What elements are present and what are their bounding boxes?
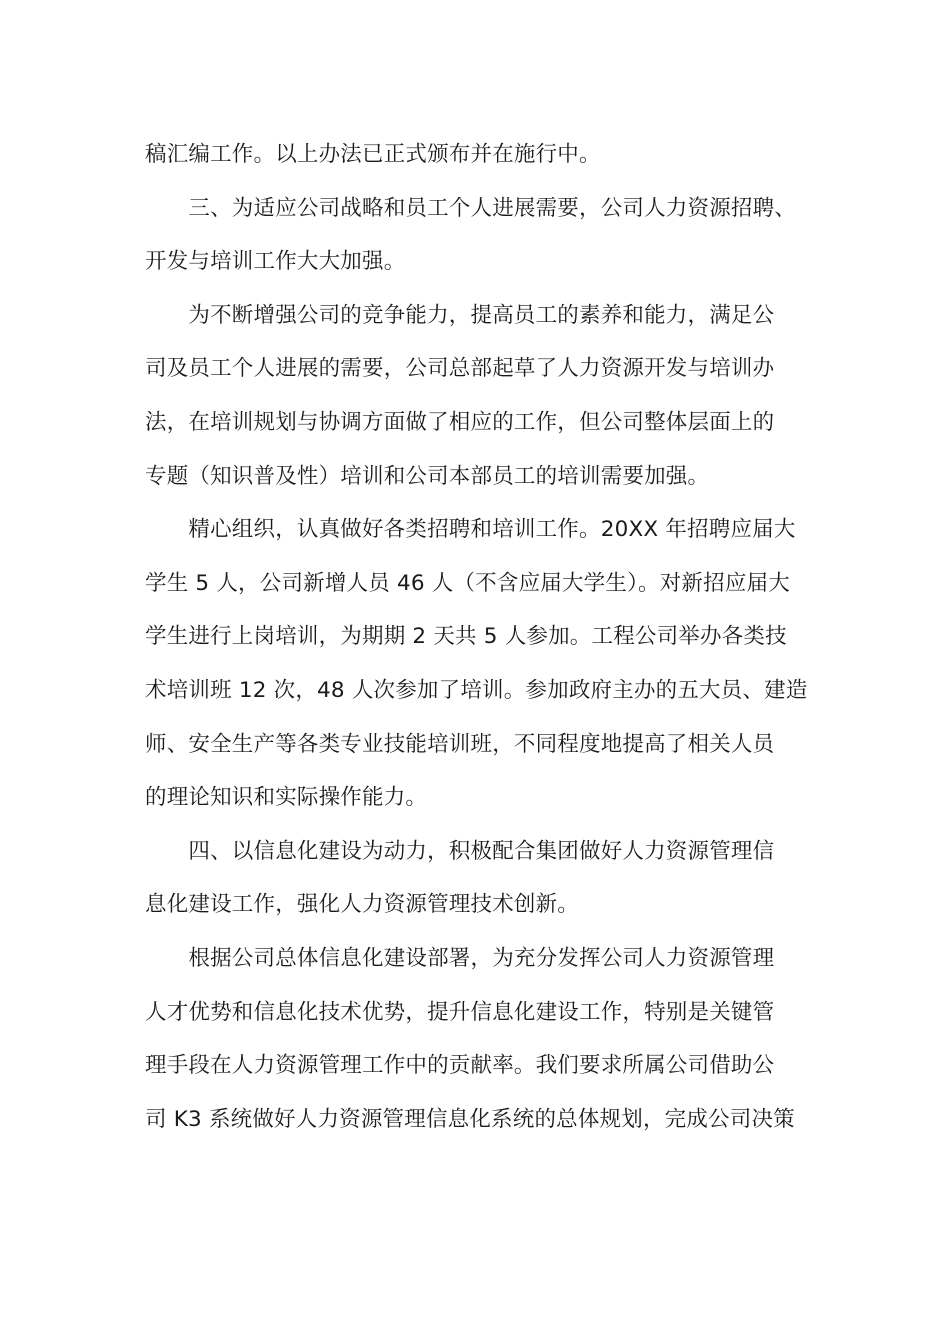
text-line: 术培训班 12 次，48 人次参加了培训。参加政府主办的五大员、建造: [145, 677, 808, 703]
text-line: 学生进行上岗培训，为期期 2 天共 5 人参加。工程公司举办各类技: [145, 624, 787, 650]
text-line: 司 K3 系统做好人力资源管理信息化系统的总体规划，完成公司决策: [145, 1106, 795, 1132]
text-line: 精心组织，认真做好各类招聘和培训工作。20XX 年招聘应届大: [145, 517, 796, 543]
text-line: 师、安全生产等各类专业技能培训班，不同程度地提高了相关人员: [145, 731, 775, 757]
text-line: 为不断增强公司的竞争能力，提高员工的素养和能力，满足公: [145, 302, 775, 328]
text-line: 开发与培训工作大大加强。: [145, 249, 406, 275]
text-line: 法，在培训规划与协调方面做了相应的工作，但公司整体层面上的: [145, 409, 775, 435]
text-line: 根据公司总体信息化建设部署，为充分发挥公司人力资源管理: [145, 945, 775, 971]
text-line: 司及员工个人进展的需要，公司总部起草了人力资源开发与培训办: [145, 356, 775, 382]
document-body: [145, 128, 810, 1146]
text-line: 理手段在人力资源管理工作中的贡献率。我们要求所属公司借助公: [145, 1053, 775, 1079]
text-line: 的理论知识和实际操作能力。: [145, 785, 428, 811]
text-line: 专题（知识普及性）培训和公司本部员工的培训需要加强。: [145, 463, 710, 489]
text-line: 息化建设工作，强化人力资源管理技术创新。: [145, 892, 580, 918]
text-line: 稿汇编工作。以上办法已正式颁布并在施行中。: [145, 142, 601, 167]
text-line: 学生 5 人，公司新增人员 46 人（不含应届大学生）。对新招应届大: [145, 570, 790, 596]
text-line: 三、为适应公司战略和员工个人进展需要，公司人力资源招聘、: [145, 195, 797, 221]
text-line: 四、以信息化建设为动力，积极配合集团做好人力资源管理信: [145, 838, 775, 864]
text-line: 人才优势和信息化技术优势，提升信息化建设工作，特别是关键管: [145, 999, 775, 1025]
